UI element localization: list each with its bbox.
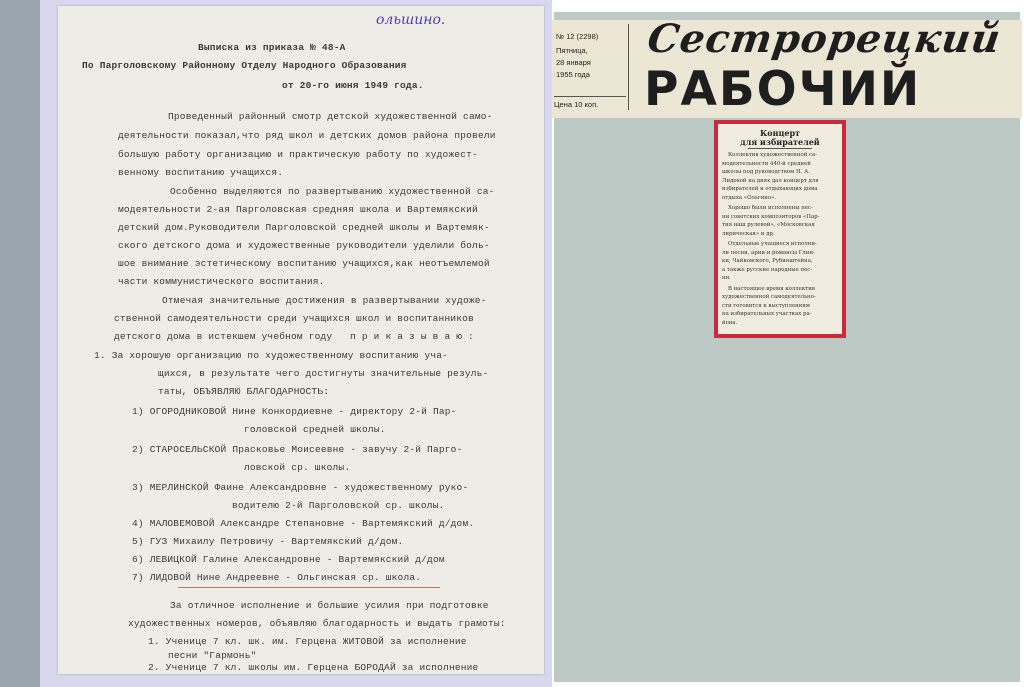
award-list-item: 2) СТАРОСЕЛЬСКОЙ Прасковье Моисеевне - завучу 2-й Парго-	[132, 444, 463, 455]
text-line: ского детского дома и художественные руководители уделили боль-	[118, 240, 490, 251]
typewritten-order-document	[58, 6, 544, 674]
grant-item-2: 2. Ученице 7 кл. школы им. Герцена БОРОДАЙ за исполнение	[148, 662, 479, 673]
text-line: модеятельности 2-ая Парголовская средняя школа и Вартемякский	[118, 204, 478, 215]
clipping-divider	[748, 148, 812, 149]
text-line: детского дома в истекшем учебном году п р и к а з ы в а ю :	[114, 331, 474, 342]
clipping-text-line: Коллектив художественной са-	[728, 152, 818, 158]
text-line: ловской ср. школы.	[244, 462, 351, 473]
clipping-text-line: а также русские народные пес-	[722, 266, 813, 273]
clipping-text-line: на избирательных участках ра-	[722, 311, 812, 318]
order-date: от 20-го июня 1949 года.	[282, 80, 424, 91]
clipping-text-line: тия наш рулевой», «Московская	[722, 222, 815, 229]
award-list-item: 3) МЕРЛИНСКОЙ Фаине Александровне - художественному руко-	[132, 482, 469, 493]
order-title: Выписка из приказа № 48-А	[198, 42, 346, 53]
clipping-text-line: отдыха «Ольгино».	[722, 195, 777, 201]
text-line: головской средней школы.	[244, 424, 386, 435]
newspaper-title-bottom: РАБОЧИЙ	[644, 62, 922, 117]
grant-item-1: 1. Ученице 7 кл. шк. им. Герцена ЖИТОВОЙ за исполнение	[148, 636, 467, 647]
album-binding-strip	[0, 0, 40, 687]
text-line: ственной самодеятельности среди учащихся школ и воспитанников	[114, 313, 474, 324]
clipping-paper	[718, 124, 842, 334]
newspaper-title-top: Сестрорецкий	[644, 16, 1004, 62]
clipping-heading: Концерт	[759, 128, 801, 138]
issue-price: Цена 10 коп.	[554, 96, 626, 109]
text-line: шое внимание эстетическому воспитанию учащихся,как неотъемлемой	[118, 258, 490, 269]
clipping-text-line: модеятельности 440-й средней	[722, 160, 811, 167]
award-list-item: 4) МАЛОВЕМОВОЙ Александре Степановне - Вартемякский д/дом.	[132, 518, 475, 529]
text-line: части коммунистического воспитания.	[118, 276, 325, 287]
award-list-item: 6) ЛЕВИЦКОЙ Галине Александровне - Вартемякский д/дом	[132, 554, 445, 565]
newspaper-clipping	[714, 120, 846, 338]
text-line: художественных номеров, объявляю благодарность и выдать грамоты:	[128, 618, 506, 629]
issue-date: 28 января	[556, 58, 591, 67]
text-line: Отмечая значительные достижения в развертывании художе-	[162, 295, 487, 306]
text-line: водителю 2-й Парголовской ср. школы.	[232, 500, 445, 511]
award-list-item: 5) ГУЗ Михаилу Петровичу - Вартемякский д/дом.	[132, 536, 404, 547]
text-line: большую работу организацию и практическую работу по художест-	[118, 149, 478, 160]
text-line: Особенно выделяются по развертыванию художественной са-	[170, 186, 495, 197]
issue-number: № 12 (2298)	[556, 32, 599, 41]
red-underline	[178, 587, 440, 588]
clipping-text-line: Отдельные учащиеся исполни-	[728, 241, 817, 247]
clipping-text-line: Хорошо были исполнены пес-	[728, 205, 813, 212]
clipping-text-line: ни.	[722, 275, 731, 282]
clipping-text-line: лирическая» и др.	[722, 230, 775, 237]
clipping-text-line: ки, Чайковского, Рубинштейна,	[722, 258, 813, 265]
clipping-text-line: В настоящее время коллектив	[728, 285, 815, 292]
order-department: По Парголовскому Районному Отделу Народного Образования	[82, 60, 407, 71]
text-line: детский дом.Руководители Парголовской средней школы и Вартемяк-	[118, 222, 490, 233]
text-line: деятельности показал,что ряд школ и детских домов района провели	[118, 130, 496, 141]
clipping-text-line: сти готовится к выступлениям	[722, 302, 810, 309]
order-item-1: 1. За хорошую организацию по художественному воспитанию уча-	[94, 350, 449, 361]
issue-year: 1955 года	[556, 70, 590, 79]
handwritten-note: ольшино.	[376, 12, 446, 28]
issue-info-box	[552, 24, 629, 110]
clipping-text-line: художественной самодеятельно-	[722, 294, 816, 301]
clipping-text-line: Лидовой на днях дал концерт для	[722, 177, 819, 184]
clipping-text-line: избирателей и отдыхающих дома	[722, 186, 818, 193]
clipping-text-line: ли песни, арии и романсы Глин-	[722, 249, 815, 256]
right-album-page	[552, 0, 1024, 687]
award-list-item: 1) ОГОРОДНИКОВОЙ Нине Конкордиевне - директору 2-й Пар-	[132, 406, 457, 417]
issue-weekday: Пятница,	[556, 46, 588, 55]
text-line: Проведенный районный смотр детской художественной само-	[168, 111, 493, 122]
award-list-item: 7) ЛИДОВОЙ Нине Андреевне - Ольгинская ср. школа.	[132, 572, 422, 583]
text-line: таты, ОБЪЯВЛЯЮ БЛАГОДАРНОСТЬ:	[158, 386, 330, 397]
clipping-text-line: йона.	[722, 319, 738, 326]
clipping-text-line: ни советских композиторов «Пар-	[722, 213, 820, 220]
newspaper-masthead	[552, 16, 1022, 118]
clipping-subheading: для избирателей	[740, 137, 820, 147]
clipping-text-line: школы под руководством Н. А.	[722, 169, 810, 176]
text-line: щихся, в результате чего достигнуты значительные резуль-	[158, 368, 489, 379]
text-line: За отличное исполнение и большие усилия при подготовке	[170, 600, 489, 611]
text-line: песни "Гармонь"	[168, 650, 257, 661]
text-line: венному воспитанию учащихся.	[118, 167, 284, 178]
